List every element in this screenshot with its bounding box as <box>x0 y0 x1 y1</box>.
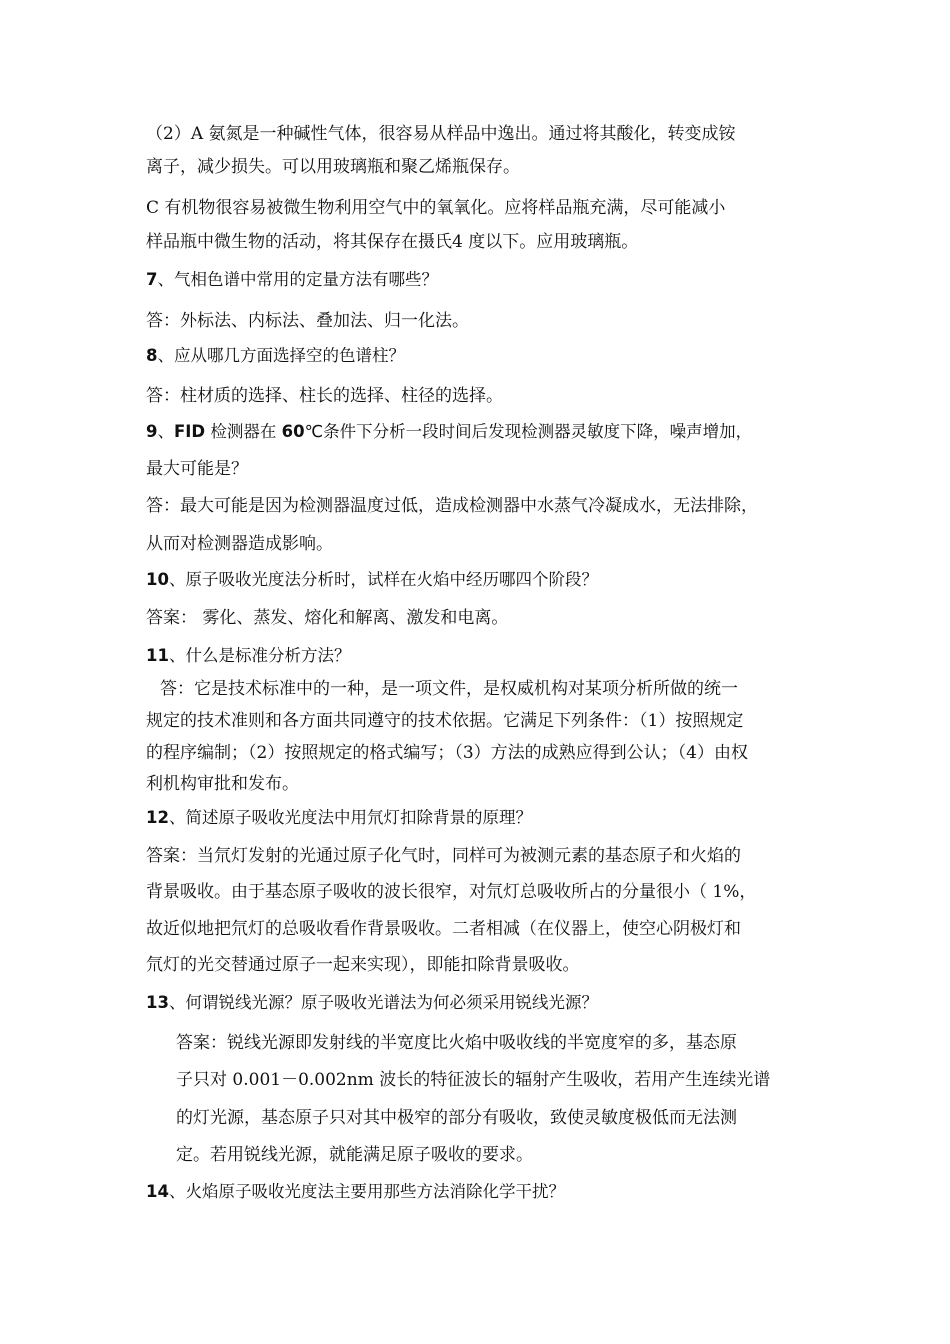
answer-8: 答：柱材质的选择、柱长的选择、柱径的选择。 <box>146 386 503 406</box>
answer-9-cont: 从而对检测器造成影响。 <box>146 534 333 554</box>
question-number: 12 <box>146 808 169 827</box>
answer-12-cont: 故近似地把氘灯的总吸收看作背景吸收。二者相减（在仪器上，使空心阴极灯和 <box>146 919 741 939</box>
answer-13-cont: 的灯光源，基态原子只对其中极窄的部分有吸收，致使灵敏度极低而无法测 <box>176 1108 737 1128</box>
answer-11-cont: 规定的技术准则和各方面共同遵守的技术依据。它满足下列条件：（1）按照规定 <box>146 711 744 731</box>
answer-11: 答：它是技术标准中的一种，是一项文件，是权威机构对某项分析所做的统一 <box>160 679 738 699</box>
question-10 <box>146 568 810 592</box>
question-14 <box>146 1180 810 1204</box>
question-text: 、应从哪几方面选择空的色谱柱？ <box>157 346 405 365</box>
text-line: 离子，减少损失。可以用玻璃瓶和聚乙烯瓶保存。 <box>146 157 520 177</box>
answer-11-cont: 的程序编制；（2）按照规定的格式编写；（3）方法的成熟应得到公认；（4）由权 <box>146 743 748 763</box>
question-text: 、何谓锐线光源？原子吸收光谱法为何必须采用锐线光源？ <box>168 993 598 1012</box>
question-9-cont: 最大可能是？ <box>146 459 248 479</box>
question-12 <box>146 806 810 830</box>
answer-11-cont: 利机构审批和发布。 <box>146 774 299 794</box>
question-number: 11 <box>146 646 169 665</box>
question-13 <box>146 991 810 1015</box>
text-line: 样品瓶中微生物的活动，将其保存在摄氏4 度以下。应用玻璃瓶。 <box>146 232 639 252</box>
question-8 <box>146 344 810 368</box>
text-line: （2）A 氨氮是一种碱性气体，很容易从样品中逸出。通过将其酸化，转变成铵 <box>146 124 736 144</box>
answer-13-cont: 定。若用锐线光源，就能满足原子吸收的要求。 <box>176 1145 533 1165</box>
question-number: 14 <box>146 1182 169 1201</box>
question-text: 、什么是标准分析方法？ <box>168 646 351 665</box>
question-text: 、简述原子吸收光度法中用氘灯扣除背景的原理？ <box>168 808 532 827</box>
question-text: 、火焰原子吸收光度法主要用那些方法消除化学干扰？ <box>168 1182 565 1201</box>
answer-12-cont: 氘灯的光交替通过原子一起来实现），即能扣除背景吸收。 <box>146 955 580 975</box>
fid-label: FID <box>173 422 206 441</box>
question-9: 9、FID 检测器在 60℃条件下分析一段时间后发现检测器灵敏度下降，噪声增加， <box>146 422 753 441</box>
question-number: 7 <box>146 270 158 289</box>
answer-13-cont: 子只对 0.001－0.002nm 波长的特征波长的辐射产生吸收，若用产生连续光谱 <box>176 1070 771 1090</box>
answer-13: 答案：锐线光源即发射线的半宽度比火焰中吸收线的半宽度窄的多，基态原 <box>176 1033 737 1053</box>
question-text: 、原子吸收光度法分析时，试样在火焰中经历哪四个阶段？ <box>168 570 598 589</box>
answer-10: 答案： 雾化、蒸发、熔化和解离、激发和电离。 <box>146 608 509 628</box>
answer-12-cont: 背景吸收。由于基态原子吸收的波长很窄，对氘灯总吸收所占的分量很小（ 1%， <box>146 882 757 902</box>
question-number: 13 <box>146 993 169 1012</box>
question-11 <box>146 644 810 668</box>
question-7 <box>146 268 810 292</box>
question-number: 9 <box>146 422 158 441</box>
text-line: C 有机物很容易被微生物利用空气中的氧氧化。应将样品瓶充满，尽可能减小 <box>146 198 726 218</box>
question-number: 8 <box>146 346 158 365</box>
answer-12: 答案：当氘灯发射的光通过原子化气时，同样可为被测元素的基态原子和火焰的 <box>146 846 741 866</box>
answer-9: 答：最大可能是因为检测器温度过低，造成检测器中水蒸气冷凝成水，无法排除， <box>146 496 758 516</box>
answer-7: 答：外标法、内标法、叠加法、归一化法。 <box>146 311 469 331</box>
question-text: 、气相色谱中常用的定量方法有哪些？ <box>157 270 438 289</box>
temperature-value: 60 <box>281 422 305 441</box>
question-number: 10 <box>146 570 169 589</box>
